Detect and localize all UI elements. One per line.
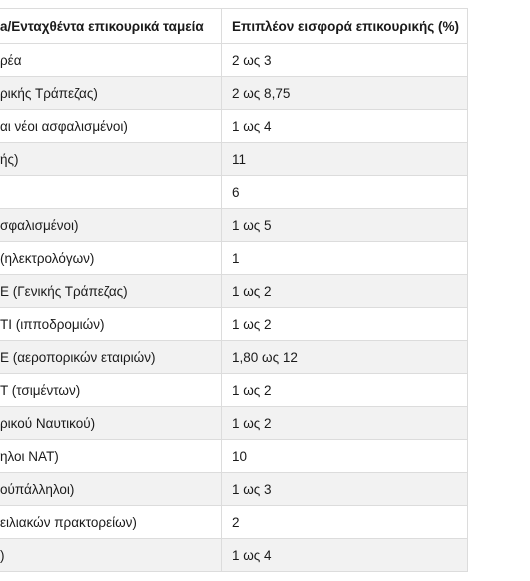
table-row	[0, 176, 468, 209]
contribution-cell: 1 ως 5	[221, 209, 468, 241]
table-row	[0, 275, 468, 308]
fund-cell: ρικής Τράπεζας)	[0, 85, 98, 101]
fund-cell: ρικού Ναυτικού)	[0, 415, 96, 431]
contribution-cell: 2 ως 8,75	[221, 77, 468, 109]
table-row	[0, 209, 468, 242]
contribution-cell: 1 ως 4	[221, 539, 468, 571]
table-row	[0, 143, 468, 176]
table-row	[0, 407, 468, 440]
table-body	[0, 44, 468, 572]
fund-cell: ρέα	[0, 52, 22, 68]
table-row	[0, 44, 468, 77]
fund-cell	[0, 176, 221, 208]
table-row	[0, 473, 468, 506]
contribution-cell: 10	[221, 440, 468, 472]
fund-cell: ηλοι ΝΑΤ)	[0, 448, 59, 464]
fund-cell: )	[0, 547, 5, 563]
contribution-cell: 1 ως 2	[221, 374, 468, 406]
table-row	[0, 341, 468, 374]
fund-cell: ής)	[0, 151, 19, 167]
header-contribution: Επιπλέον εισφορά επικουρικής (%)	[221, 9, 468, 43]
contribution-cell: 1 ως 2	[221, 275, 468, 307]
fund-cell: σφαλισμένοι)	[0, 217, 79, 233]
table-row	[0, 440, 468, 473]
contribution-cell: 1	[221, 242, 468, 274]
contribution-cell: 1 ως 2	[221, 308, 468, 340]
table-header-row	[0, 9, 468, 44]
table-row	[0, 506, 468, 539]
fund-cell: ΤΙ (ιπποδρομιών)	[0, 316, 105, 332]
contribution-table	[0, 8, 468, 572]
table-row	[0, 308, 468, 341]
table-row	[0, 77, 468, 110]
header-fund: a/Ενταχθέντα επικουρικά ταμεία	[0, 18, 204, 34]
fund-cell: ειλιακών πρακτορείων)	[0, 514, 137, 530]
table-row	[0, 539, 468, 572]
contribution-cell: 2 ως 3	[221, 44, 468, 76]
fund-cell: αι νέοι ασφαλισμένοι)	[0, 118, 128, 134]
table-row	[0, 242, 468, 275]
table-row	[0, 110, 468, 143]
fund-cell: (ηλεκτρολόγων)	[0, 250, 95, 266]
fund-cell: Ε (αεροπορικών εταιριών)	[0, 349, 156, 365]
fund-cell: Ε (Γενικής Τράπεζας)	[0, 283, 128, 299]
fund-cell: ούπάλληλοι)	[0, 481, 75, 497]
contribution-cell: 1 ως 4	[221, 110, 468, 142]
fund-cell: Τ (τσιμέντων)	[0, 382, 81, 398]
contribution-cell: 11	[221, 143, 468, 175]
table-row	[0, 374, 468, 407]
contribution-cell: 2	[221, 506, 468, 538]
contribution-cell: 6	[221, 176, 468, 208]
contribution-cell: 1,80 ως 12	[221, 341, 468, 373]
contribution-cell: 1 ως 3	[221, 473, 468, 505]
contribution-cell: 1 ως 2	[221, 407, 468, 439]
